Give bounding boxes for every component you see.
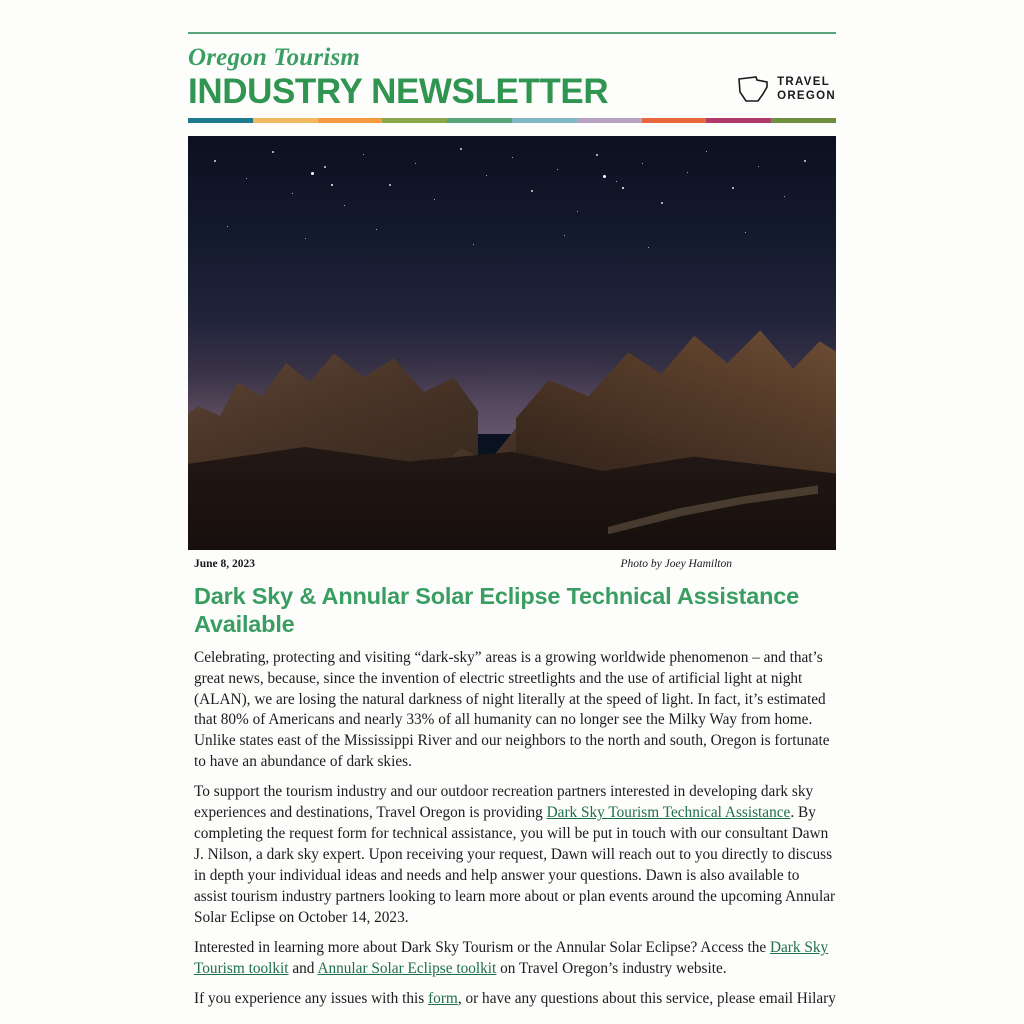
newsletter-body	[188, 32, 836, 1010]
oregon-state-outline-icon	[736, 74, 770, 104]
masthead-script-line: Oregon Tourism	[188, 44, 361, 71]
article-paragraph-2	[194, 782, 836, 929]
issue-date: June 8, 2023	[194, 558, 256, 571]
masthead-main-title: INDUSTRY NEWSLETTER	[188, 71, 609, 111]
article-title: Dark Sky & Annular Solar Eclipse Technical Assistance Available	[194, 583, 800, 638]
annular-solar-eclipse-toolkit-link[interactable]: Annular Solar Eclipse toolkit	[317, 959, 497, 977]
p3-text-between-links: and	[288, 959, 318, 977]
article-paragraph-3	[194, 938, 836, 980]
p4-text-before-link: If you experience any issues with this	[194, 989, 429, 1007]
dark-sky-tourism-toolkit-link[interactable]: Dark Sky Tourism toolkit	[194, 939, 829, 977]
logo-line-oregon: OREGON	[777, 90, 836, 103]
photo-credit: Photo by Joey Hamilton	[620, 558, 732, 571]
hero-image-night-sky	[188, 136, 836, 550]
header-color-bar	[188, 118, 836, 123]
article-paragraph-1: Celebrating, protecting and visiting “dark-sky” areas is a growing worldwide phenomenon – and that’s great news, because, since the invention of electric streetlights and the use of artificial light at night (ALAN), we are losing the natural darkness of night literally at the speed of light. In fact, it’s estimated that 80% of Americans and nearly 33% of all humanity can no longer see the Milky Way from home. Unlike states east of the Mississippi River and our neighbors to the north and south, Oregon is fortunate to have an abundance of dark skies.	[194, 648, 830, 771]
p3-text-before-link: Interested in learning more about Dark Sky Tourism or the Annular Solar Eclipse? Access the	[194, 939, 770, 957]
p3-text-after-link: on Travel Oregon’s industry website.	[496, 959, 727, 977]
masthead	[188, 34, 836, 116]
travel-oregon-logo[interactable]	[736, 74, 836, 110]
masthead-text	[188, 44, 608, 110]
logo-line-travel: TRAVEL	[777, 75, 831, 88]
article-paragraph-4	[194, 989, 836, 1010]
form-link[interactable]: form	[428, 989, 458, 1007]
p2-text-after-link: . By completing the request form for technical assistance, you will be put in touch with our consultant Dawn J. Nilson, a dark sky expert. Upon receiving your request, Dawn will reach out to you directly to discuss in depth your individual ideas and needs and help answer your questions. Dawn is also available to assist tourism industry partners looking to learn more about or plan events around the upcoming Annular Solar Eclipse on October 14, 2023.	[194, 804, 836, 927]
caption-row	[188, 558, 836, 570]
p2-text-before-link: To support the tourism industry and our outdoor recreation partners interested in developing dark sky experiences and destinations, Travel Oregon is providing	[194, 783, 814, 822]
hero-rock-formations	[188, 294, 836, 551]
travel-oregon-logo-text	[777, 75, 836, 104]
dark-sky-technical-assistance-link[interactable]: Dark Sky Tourism Technical Assistance	[546, 804, 791, 822]
p4-text-after-link: , or have any questions about this service, please email Hilary	[457, 989, 836, 1007]
